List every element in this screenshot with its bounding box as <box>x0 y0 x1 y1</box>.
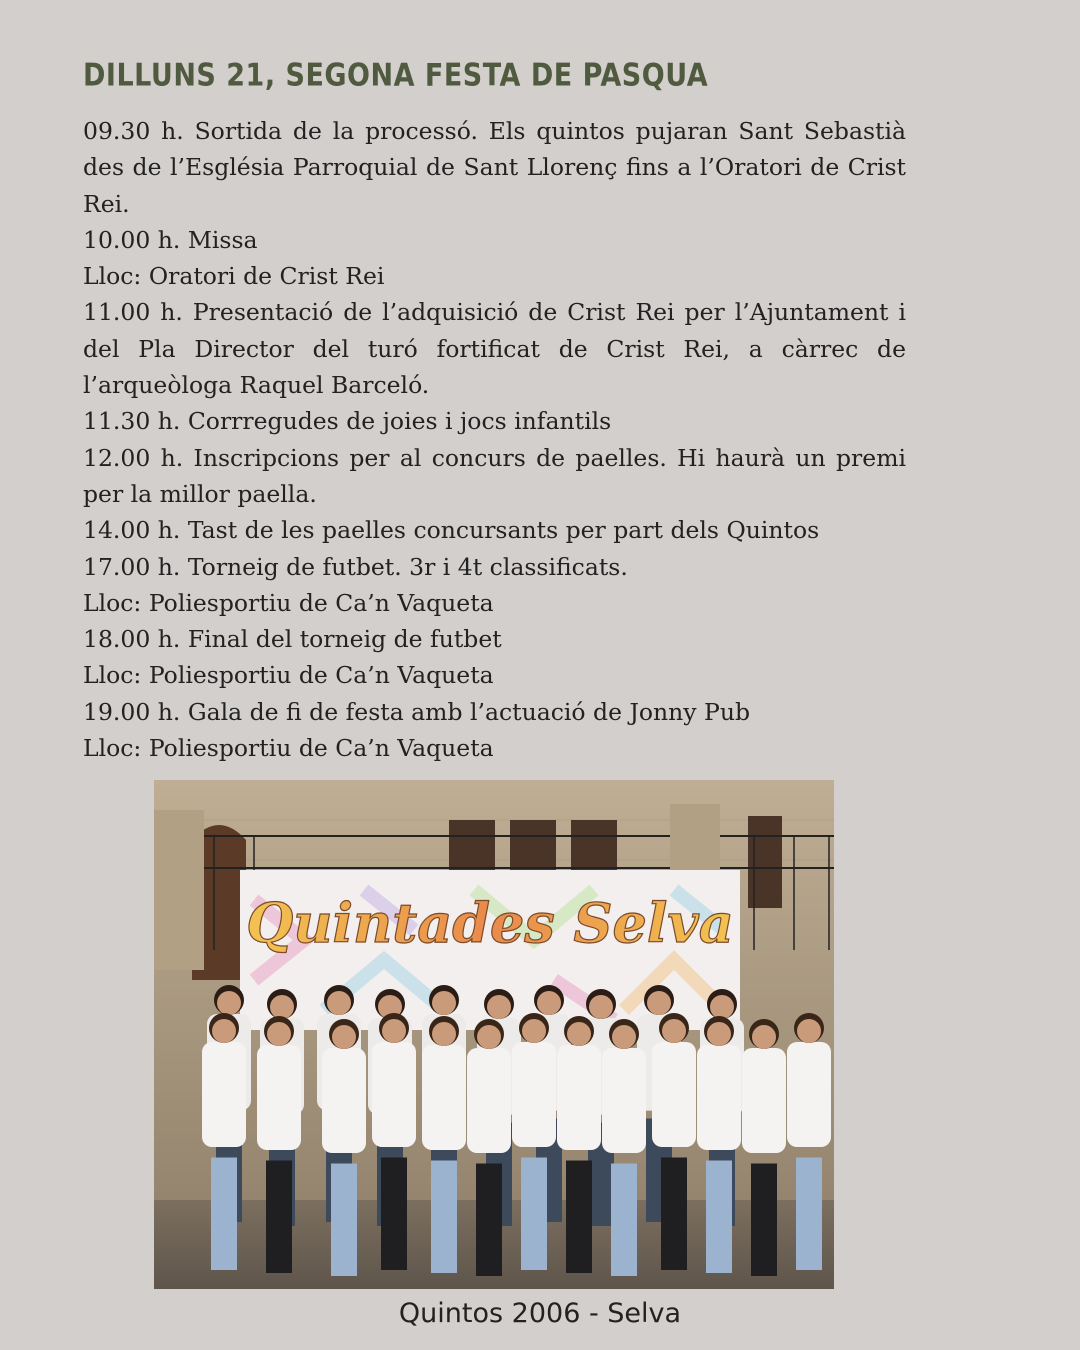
schedule-item: 17.00 h. Torneig de futbet. 3r i 4t classificats. <box>83 552 628 581</box>
schedule-item: 14.00 h. Tast de les paelles concursants per part dels Quintos <box>83 516 820 545</box>
schedule-item: 19.00 h. Gala de fi de festa amb l’actuació de Jonny Pub <box>83 697 751 726</box>
schedule-item: 10.00 h. Missa <box>83 225 258 254</box>
schedule-item: Lloc: Oratori de Crist Rei <box>83 262 385 291</box>
schedule-item: Lloc: Poliesportiu de Ca’n Vaqueta <box>83 734 494 763</box>
group-photo <box>154 780 834 1289</box>
schedule-item: Lloc: Poliesportiu de Ca’n Vaqueta <box>83 661 494 690</box>
schedule-item: 18.00 h. Final del torneig de futbet <box>83 625 502 654</box>
schedule-item: Lloc: Poliesportiu de Ca’n Vaqueta <box>83 588 494 617</box>
schedule-item: 11.00 h. Presentació de l’adquisició de Crist Rei per l’Ajuntament i del Pla Director del turó fortificat de Crist Rei, a càrrec de l’arqueòloga Raquel Barceló. <box>83 298 906 400</box>
schedule-item: 09.30 h. Sortida de la processó. Els quintos pujaran Sant Sebastià des de l’Església Parroquial de Sant Llorenç fins a l’Oratori de Crist Rei. <box>83 117 906 218</box>
banner-title: Quintades Selva <box>246 891 734 955</box>
photo-caption: Quintos 2006 - Selva <box>398 1298 682 1329</box>
schedule-list <box>83 113 906 766</box>
page-heading: DILLUNS 21, SEGONA FESTA DE PASQUA <box>83 58 709 94</box>
schedule-item: 11.30 h. Corrregudes de joies i jocs infantils <box>83 407 612 436</box>
schedule-item: 12.00 h. Inscripcions per al concurs de paelles. Hi haurà un premi per la millor paella. <box>83 443 906 508</box>
